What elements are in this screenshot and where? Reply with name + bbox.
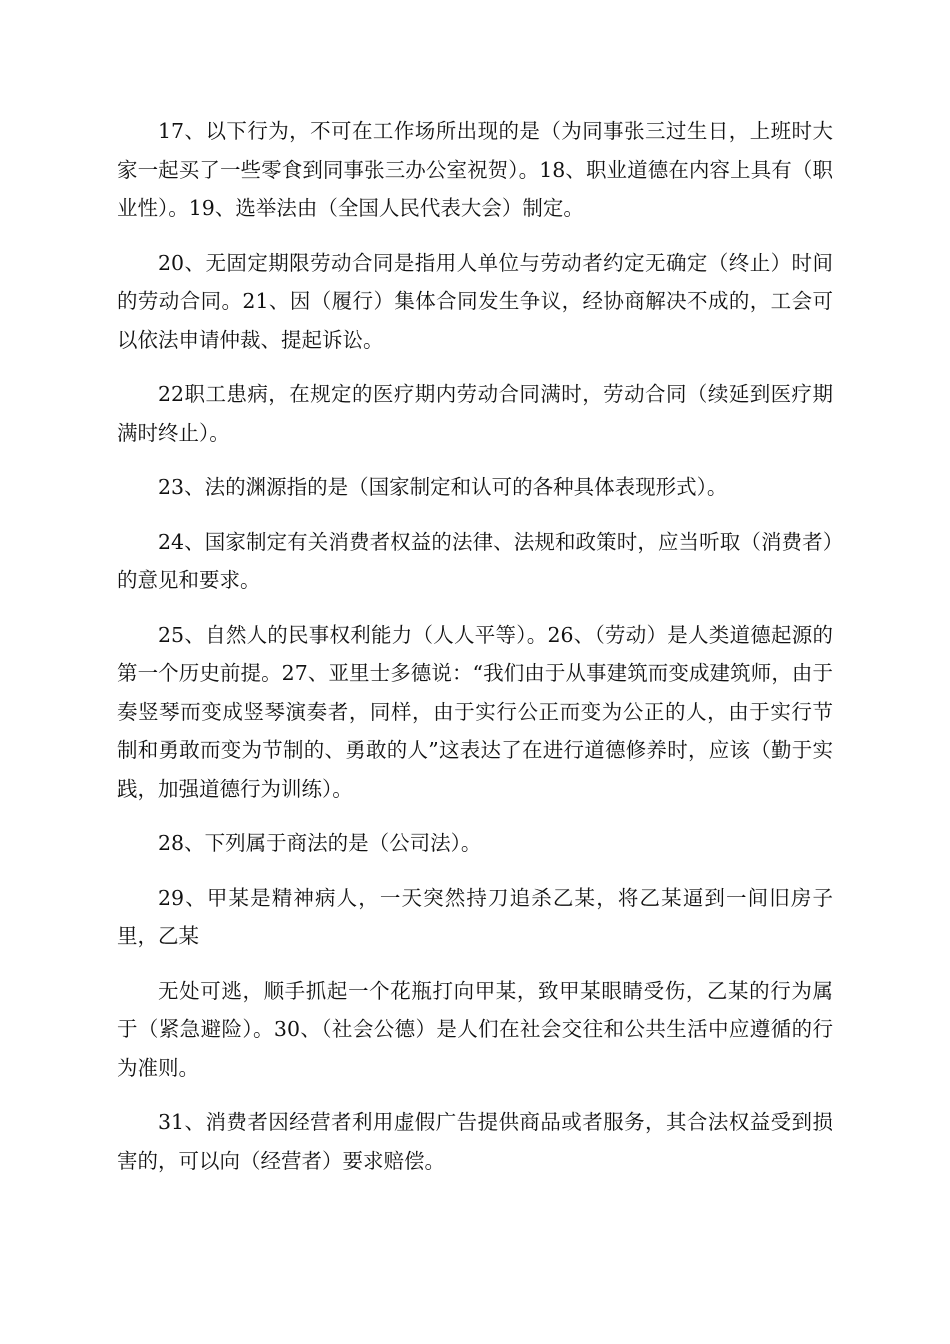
paragraph-25-27: 25、自然人的民事权利能力（人人平等）。26、（劳动）是人类道德起源的第一个历史前提。27、亚里士多德说：“我们由于从事建筑而变成建筑师，由于奏竖琴而变成竖琴演奏者，同样，由于实行公正而变为公正的人，由于实行节制和勇敢而变为节制的、勇敢的人”这表达了在进行道德修养时，应该（勤于实践，加强道德行为训练）。	[117, 622, 833, 801]
paragraph-29-part2-30: 无处可逃，顺手抓起一个花瓶打向甲某，致甲某眼睛受伤，乙某的行为属于（紧急避险）。30、（社会公德）是人们在社会交往和公共生活中应遵循的行为准则。	[117, 978, 833, 1080]
paragraph-31: 31、消费者因经营者利用虚假广告提供商品或者服务，其合法权益受到损害的，可以向（经营者）要求赔偿。	[117, 1110, 833, 1173]
paragraph-24: 24、国家制定有关消费者权益的法律、法规和政策时，应当听取（消费者）的意见和要求。	[117, 529, 833, 592]
paragraph-20-21: 20、无固定期限劳动合同是指用人单位与劳动者约定无确定（终止）时间的劳动合同。21、因（履行）集体合同发生争议，经协商解决不成的，工会可以依法申请仲裁、提起诉讼。	[117, 250, 833, 352]
document-body	[117, 112, 833, 1196]
paragraph-22: 22职工患病，在规定的医疗期内劳动合同满时，劳动合同（续延到医疗期满时终止）。	[117, 382, 833, 445]
paragraph-29-part1: 29、甲某是精神病人，一天突然持刀追杀乙某，将乙某逼到一间旧房子里，乙某	[117, 885, 833, 948]
paragraph-23: 23、法的渊源指的是（国家制定和认可的各种具体表现形式）。	[158, 475, 728, 499]
paragraph-17-19: 17、以下行为，不可在工作场所出现的是（为同事张三过生日，上班时大家一起买了一些零食到同事张三办公室祝贺）。18、职业道德在内容上具有（职业性）。19、选举法由（全国人民代表大会）制定。	[117, 119, 833, 220]
paragraph-28: 28、下列属于商法的是（公司法）。	[158, 831, 482, 855]
